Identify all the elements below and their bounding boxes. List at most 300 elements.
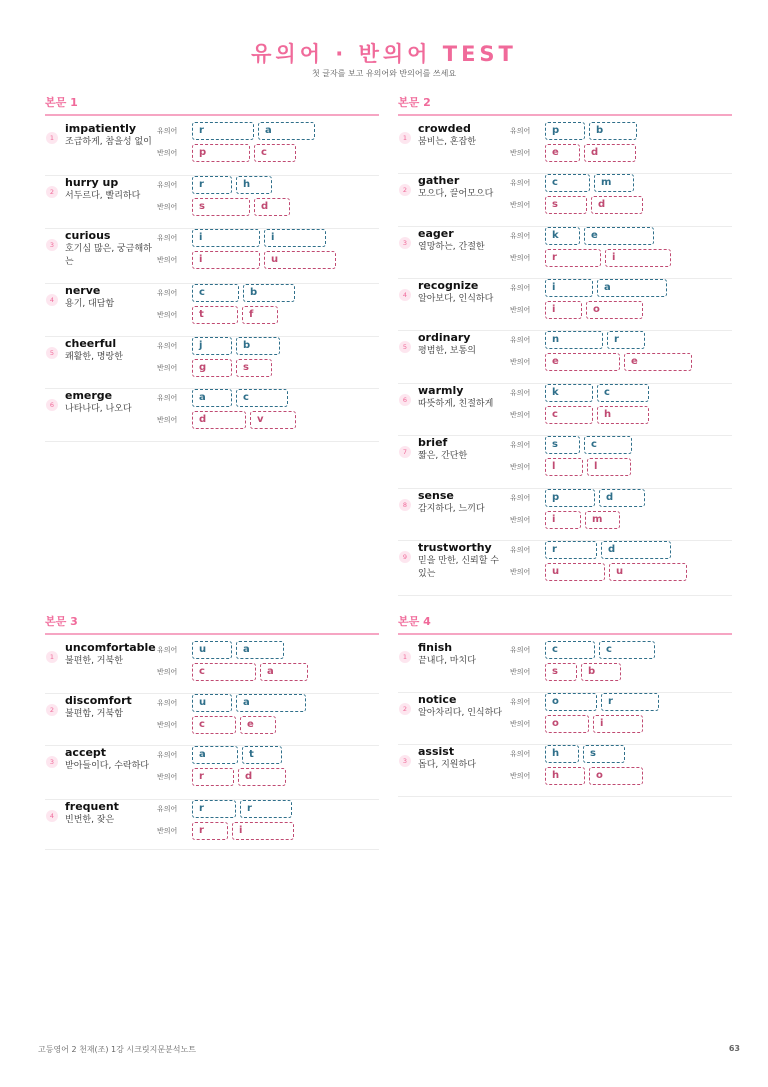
ant-first-letter: r	[199, 825, 204, 836]
ant-answer-box[interactable]	[192, 411, 246, 429]
antonym-label: 반의어	[157, 416, 178, 424]
ant-answer-box[interactable]	[545, 715, 589, 733]
ant-first-letter: i	[600, 718, 604, 729]
ant-answer-box[interactable]	[545, 767, 585, 785]
syn-first-letter: p	[552, 492, 560, 503]
vocab-word: uncomfortable	[65, 641, 156, 654]
antonym-label: 반의어	[510, 306, 531, 314]
vocab-entry	[398, 122, 732, 174]
antonym-label: 반의어	[157, 773, 178, 781]
ant-answer-box[interactable]	[589, 767, 643, 785]
syn-first-letter: i	[271, 232, 275, 243]
ant-answer-box[interactable]	[192, 144, 250, 162]
ant-answer-box[interactable]	[254, 144, 296, 162]
ant-first-letter: l	[552, 461, 556, 472]
word-meaning: 열망하는, 간절한	[418, 242, 485, 252]
syn-first-letter: h	[243, 179, 251, 190]
syn-first-letter: b	[250, 287, 258, 298]
vocab-word: recognize	[418, 279, 479, 292]
syn-answer-box[interactable]	[545, 436, 580, 454]
entry-number-badge: 2	[46, 186, 58, 198]
antonym-label: 반의어	[157, 721, 178, 729]
word-meaning: 조급하게, 참을성 없이	[65, 137, 152, 147]
ant-first-letter: i	[612, 252, 616, 263]
ant-first-letter: f	[249, 309, 254, 320]
syn-first-letter: s	[552, 439, 558, 450]
syn-answer-box[interactable]	[192, 641, 232, 659]
ant-first-letter: e	[552, 356, 559, 367]
ant-first-letter: s	[199, 201, 205, 212]
word-meaning: 불편함, 거북함	[65, 709, 123, 719]
syn-answer-box[interactable]	[545, 331, 603, 349]
ant-answer-box[interactable]	[192, 359, 232, 377]
entry-number-badge: 2	[46, 704, 58, 716]
syn-answer-box[interactable]	[192, 176, 232, 194]
section-2	[398, 94, 732, 579]
syn-first-letter: e	[591, 230, 598, 241]
ant-answer-box[interactable]	[192, 198, 250, 216]
word-meaning: 붐비는, 혼잡한	[418, 137, 476, 147]
entry-number-badge: 3	[46, 239, 58, 251]
syn-first-letter: a	[243, 697, 250, 708]
word-meaning: 믿을 만한, 신뢰할 수 있는	[418, 556, 499, 579]
syn-first-letter: r	[199, 179, 204, 190]
syn-first-letter: r	[199, 803, 204, 814]
syn-answer-box[interactable]	[545, 174, 590, 192]
word-meaning: 쾌활한, 명랑한	[65, 352, 123, 362]
antonym-label: 반의어	[157, 256, 178, 264]
syn-answer-box[interactable]	[192, 746, 238, 764]
syn-first-letter: r	[247, 803, 252, 814]
word-meaning: 따뜻하게, 친절하게	[418, 399, 494, 409]
vocab-word: ordinary	[418, 331, 471, 344]
vocab-entry	[45, 176, 379, 229]
syn-first-letter: a	[604, 282, 611, 293]
ant-first-letter: l	[594, 461, 598, 472]
syn-answer-box[interactable]	[584, 227, 654, 245]
section-1	[45, 94, 379, 425]
syn-answer-box[interactable]	[599, 489, 645, 507]
ant-first-letter: u	[271, 254, 279, 265]
syn-answer-box[interactable]	[545, 641, 595, 659]
ant-first-letter: b	[588, 666, 596, 677]
word-meaning: 알아보다, 인식하다	[418, 294, 494, 304]
ant-answer-box[interactable]	[236, 359, 272, 377]
antonym-label: 반의어	[510, 772, 531, 780]
vocab-word: accept	[65, 746, 107, 759]
synonym-label: 유의어	[157, 646, 178, 654]
syn-answer-box[interactable]	[589, 122, 637, 140]
vocab-word: nerve	[65, 284, 101, 297]
synonym-label: 유의어	[157, 751, 178, 759]
ant-first-letter: e	[247, 719, 254, 730]
ant-first-letter: c	[261, 147, 267, 158]
syn-first-letter: a	[243, 644, 250, 655]
syn-answer-box[interactable]	[236, 641, 284, 659]
vocab-word: brief	[418, 436, 448, 449]
word-meaning: 끝내다, 마치다	[418, 656, 476, 666]
ant-first-letter: h	[552, 770, 560, 781]
entry-number-badge: 3	[399, 237, 411, 249]
vocab-entry	[45, 746, 379, 800]
synonym-label: 유의어	[157, 289, 178, 297]
ant-answer-box[interactable]	[591, 196, 643, 214]
antonym-label: 반의어	[510, 411, 531, 419]
vocab-entry	[45, 284, 379, 337]
syn-answer-box[interactable]	[607, 331, 645, 349]
ant-answer-box[interactable]	[597, 406, 649, 424]
ant-answer-box[interactable]	[586, 301, 643, 319]
syn-first-letter: b	[596, 125, 604, 136]
ant-first-letter: d	[245, 771, 253, 782]
ant-answer-box[interactable]	[545, 144, 580, 162]
syn-answer-box[interactable]	[192, 284, 239, 302]
syn-answer-box[interactable]	[192, 229, 260, 247]
syn-first-letter: r	[552, 544, 557, 555]
word-meaning: 짧은, 간단한	[418, 451, 468, 461]
syn-answer-box[interactable]	[545, 384, 593, 402]
ant-first-letter: o	[596, 770, 603, 781]
entry-number-badge: 4	[46, 810, 58, 822]
ant-answer-box[interactable]	[581, 663, 621, 681]
ant-first-letter: a	[267, 666, 274, 677]
vocab-word: impatiently	[65, 122, 137, 135]
vocab-word: cheerful	[65, 337, 117, 350]
ant-answer-box[interactable]	[240, 716, 276, 734]
syn-answer-box[interactable]	[236, 176, 272, 194]
ant-answer-box[interactable]	[545, 406, 593, 424]
entry-number-badge: 1	[399, 132, 411, 144]
vocab-entry	[398, 331, 732, 384]
ant-first-letter: c	[552, 409, 558, 420]
entry-number-badge: 1	[399, 651, 411, 663]
syn-answer-box[interactable]	[597, 384, 649, 402]
synonym-label: 유의어	[510, 232, 531, 240]
vocab-word: sense	[418, 489, 454, 502]
section-title: 본문 1	[45, 94, 379, 116]
ant-answer-box[interactable]	[545, 663, 577, 681]
ant-answer-box[interactable]	[250, 411, 296, 429]
syn-answer-box[interactable]	[242, 746, 282, 764]
ant-first-letter: d	[598, 199, 606, 210]
syn-answer-box[interactable]	[236, 337, 280, 355]
entry-number-badge: 1	[46, 651, 58, 663]
syn-answer-box[interactable]	[545, 122, 585, 140]
antonym-label: 반의어	[157, 364, 178, 372]
synonym-label: 유의어	[157, 234, 178, 242]
entry-number-badge: 3	[399, 755, 411, 767]
ant-answer-box[interactable]	[545, 511, 581, 529]
vocab-word: discomfort	[65, 694, 132, 707]
syn-first-letter: r	[199, 125, 204, 136]
syn-answer-box[interactable]	[545, 541, 597, 559]
syn-answer-box[interactable]	[584, 436, 632, 454]
vocab-entry	[45, 122, 379, 176]
ant-first-letter: i	[552, 514, 556, 525]
vocab-word: crowded	[418, 122, 471, 135]
ant-first-letter: g	[199, 362, 207, 373]
syn-answer-box[interactable]	[599, 641, 655, 659]
ant-first-letter: s	[552, 199, 558, 210]
ant-first-letter: t	[199, 309, 204, 320]
syn-first-letter: i	[199, 232, 203, 243]
ant-answer-box[interactable]	[192, 822, 228, 840]
synonym-label: 유의어	[157, 805, 178, 813]
synonym-label: 유의어	[510, 441, 531, 449]
section-title: 본문 3	[45, 613, 379, 635]
word-meaning: 모으다, 끌어모으다	[418, 189, 494, 199]
ant-answer-box[interactable]	[254, 198, 290, 216]
entry-number-badge: 4	[46, 294, 58, 306]
antonym-label: 반의어	[510, 463, 531, 471]
syn-first-letter: d	[608, 544, 616, 555]
ant-answer-box[interactable]	[584, 144, 636, 162]
vocab-word: trustworthy	[418, 541, 492, 554]
ant-answer-box[interactable]	[192, 716, 236, 734]
section-title: 본문 4	[398, 613, 732, 635]
vocab-word: eager	[418, 227, 454, 240]
entry-number-badge: 2	[399, 703, 411, 715]
syn-first-letter: k	[552, 387, 559, 398]
entry-number-badge: 7	[399, 446, 411, 458]
syn-answer-box[interactable]	[545, 745, 579, 763]
ant-first-letter: e	[552, 147, 559, 158]
synonym-label: 유의어	[510, 646, 531, 654]
vocab-word: emerge	[65, 389, 113, 402]
syn-answer-box[interactable]	[192, 389, 232, 407]
ant-answer-box[interactable]	[545, 249, 601, 267]
ant-first-letter: c	[199, 666, 205, 677]
ant-first-letter: e	[631, 356, 638, 367]
syn-first-letter: u	[199, 644, 207, 655]
ant-first-letter: d	[591, 147, 599, 158]
synonym-label: 유의어	[157, 342, 178, 350]
syn-first-letter: c	[604, 387, 610, 398]
ant-first-letter: h	[604, 409, 612, 420]
ant-first-letter: v	[257, 414, 264, 425]
syn-answer-box[interactable]	[597, 279, 667, 297]
antonym-label: 반의어	[157, 203, 178, 211]
vocab-word: frequent	[65, 800, 119, 813]
antonym-label: 반의어	[510, 149, 531, 157]
ant-answer-box[interactable]	[587, 458, 631, 476]
syn-answer-box[interactable]	[192, 694, 232, 712]
antonym-label: 반의어	[510, 516, 531, 524]
syn-answer-box[interactable]	[240, 800, 292, 818]
syn-first-letter: a	[199, 749, 206, 760]
synonym-label: 유의어	[510, 546, 531, 554]
syn-first-letter: a	[199, 392, 206, 403]
syn-answer-box[interactable]	[264, 229, 326, 247]
syn-first-letter: u	[199, 697, 207, 708]
entry-number-badge: 8	[399, 499, 411, 511]
syn-answer-box[interactable]	[601, 693, 659, 711]
synonym-label: 유의어	[157, 127, 178, 135]
vocab-entry	[398, 384, 732, 436]
synonym-label: 유의어	[510, 750, 531, 758]
entry-number-badge: 1	[46, 132, 58, 144]
antonym-label: 반의어	[510, 668, 531, 676]
ant-answer-box[interactable]	[238, 768, 286, 786]
entry-number-badge: 6	[46, 399, 58, 411]
vocab-entry	[45, 389, 379, 442]
synonym-label: 유의어	[510, 127, 531, 135]
word-meaning: 빈번한, 잦은	[65, 815, 115, 825]
syn-first-letter: n	[552, 334, 560, 345]
syn-answer-box[interactable]	[192, 337, 232, 355]
ant-first-letter: o	[593, 304, 600, 315]
synonym-label: 유의어	[157, 181, 178, 189]
ant-answer-box[interactable]	[545, 353, 620, 371]
ant-first-letter: i	[239, 825, 243, 836]
syn-first-letter: r	[608, 696, 613, 707]
ant-first-letter: c	[199, 719, 205, 730]
ant-first-letter: o	[552, 718, 559, 729]
word-meaning: 평범한, 보통의	[418, 346, 476, 356]
synonym-label: 유의어	[157, 394, 178, 402]
syn-answer-box[interactable]	[236, 389, 288, 407]
antonym-label: 반의어	[510, 720, 531, 728]
syn-answer-box[interactable]	[192, 800, 236, 818]
ant-answer-box[interactable]	[260, 663, 308, 681]
ant-answer-box[interactable]	[545, 196, 587, 214]
ant-answer-box[interactable]	[545, 563, 605, 581]
antonym-label: 반의어	[510, 254, 531, 262]
ant-answer-box[interactable]	[545, 301, 582, 319]
ant-answer-box[interactable]	[585, 511, 620, 529]
syn-first-letter: c	[591, 439, 597, 450]
ant-first-letter: p	[199, 147, 207, 158]
syn-first-letter: s	[590, 748, 596, 759]
syn-answer-box[interactable]	[594, 174, 634, 192]
vocab-entry	[45, 694, 379, 746]
vocab-entry	[398, 541, 732, 596]
ant-answer-box[interactable]	[593, 715, 643, 733]
synonym-label: 유의어	[510, 494, 531, 502]
syn-answer-box[interactable]	[243, 284, 295, 302]
ant-answer-box[interactable]	[605, 249, 671, 267]
section-3	[45, 613, 379, 836]
vocab-word: assist	[418, 745, 455, 758]
ant-first-letter: u	[552, 566, 560, 577]
vocab-entry	[45, 229, 379, 284]
ant-first-letter: i	[552, 304, 556, 315]
synonym-label: 유의어	[157, 699, 178, 707]
syn-first-letter: c	[243, 392, 249, 403]
syn-answer-box[interactable]	[236, 694, 306, 712]
syn-answer-box[interactable]	[601, 541, 671, 559]
section-4	[398, 613, 732, 781]
ant-first-letter: s	[243, 362, 249, 373]
vocab-entry	[398, 436, 732, 489]
syn-answer-box[interactable]	[545, 693, 597, 711]
page-number: 63	[728, 1044, 740, 1053]
vocab-word: finish	[418, 641, 453, 654]
ant-answer-box[interactable]	[545, 458, 583, 476]
syn-answer-box[interactable]	[192, 122, 254, 140]
antonym-label: 반의어	[510, 568, 531, 576]
ant-first-letter: m	[592, 514, 603, 525]
vocab-word: gather	[418, 174, 460, 187]
ant-answer-box[interactable]	[232, 822, 294, 840]
page-title: 유의어 · 반의어 TEST	[251, 42, 517, 66]
syn-first-letter: r	[614, 334, 619, 345]
ant-answer-box[interactable]	[192, 306, 238, 324]
vocab-entry	[398, 174, 732, 227]
ant-answer-box[interactable]	[264, 251, 336, 269]
word-meaning: 호기심 많은, 궁금해하는	[65, 244, 152, 267]
syn-answer-box[interactable]	[545, 489, 595, 507]
entry-number-badge: 5	[399, 341, 411, 353]
page-subtitle: 첫 글자를 보고 유의어와 반의어를 쓰세요	[311, 69, 457, 78]
antonym-label: 반의어	[510, 201, 531, 209]
word-meaning: 서두르다, 빨리하다	[65, 191, 141, 201]
ant-first-letter: r	[199, 771, 204, 782]
syn-first-letter: b	[243, 340, 251, 351]
ant-answer-box[interactable]	[192, 251, 260, 269]
syn-first-letter: d	[606, 492, 614, 503]
vocab-entry	[398, 227, 732, 279]
syn-first-letter: o	[552, 696, 559, 707]
entry-number-badge: 2	[399, 184, 411, 196]
word-meaning: 불편한, 거북한	[65, 656, 123, 666]
vocab-entry	[398, 279, 732, 331]
ant-first-letter: i	[199, 254, 203, 265]
ant-answer-box[interactable]	[192, 663, 256, 681]
syn-first-letter: c	[552, 177, 558, 188]
vocab-entry	[398, 693, 732, 745]
ant-answer-box[interactable]	[609, 563, 687, 581]
syn-answer-box[interactable]	[545, 227, 580, 245]
vocab-entry	[398, 641, 732, 693]
syn-first-letter: i	[552, 282, 556, 293]
vocab-word: curious	[65, 229, 111, 242]
synonym-label: 유의어	[510, 698, 531, 706]
entry-number-badge: 6	[399, 394, 411, 406]
syn-first-letter: p	[552, 125, 560, 136]
syn-answer-box[interactable]	[583, 745, 625, 763]
vocab-word: warmly	[418, 384, 464, 397]
syn-answer-box[interactable]	[545, 279, 593, 297]
antonym-label: 반의어	[157, 311, 178, 319]
vocab-entry	[45, 800, 379, 850]
ant-answer-box[interactable]	[624, 353, 692, 371]
antonym-label: 반의어	[157, 149, 178, 157]
antonym-label: 반의어	[510, 358, 531, 366]
entry-number-badge: 3	[46, 756, 58, 768]
vocab-entry	[398, 745, 732, 797]
ant-answer-box[interactable]	[192, 768, 234, 786]
ant-answer-box[interactable]	[242, 306, 278, 324]
antonym-label: 반의어	[157, 668, 178, 676]
entry-number-badge: 4	[399, 289, 411, 301]
synonym-label: 유의어	[510, 179, 531, 187]
section-title: 본문 2	[398, 94, 732, 116]
vocab-entry	[45, 641, 379, 694]
word-meaning: 받아들이다, 수락하다	[65, 761, 149, 771]
ant-first-letter: u	[616, 566, 624, 577]
syn-first-letter: c	[552, 644, 558, 655]
word-meaning: 나타나다, 나오다	[65, 404, 132, 414]
syn-first-letter: t	[249, 749, 254, 760]
vocab-word: notice	[418, 693, 457, 706]
syn-first-letter: j	[199, 340, 203, 351]
syn-first-letter: c	[199, 287, 205, 298]
syn-first-letter: k	[552, 230, 559, 241]
ant-first-letter: d	[261, 201, 269, 212]
syn-answer-box[interactable]	[258, 122, 315, 140]
entry-number-badge: 5	[46, 347, 58, 359]
